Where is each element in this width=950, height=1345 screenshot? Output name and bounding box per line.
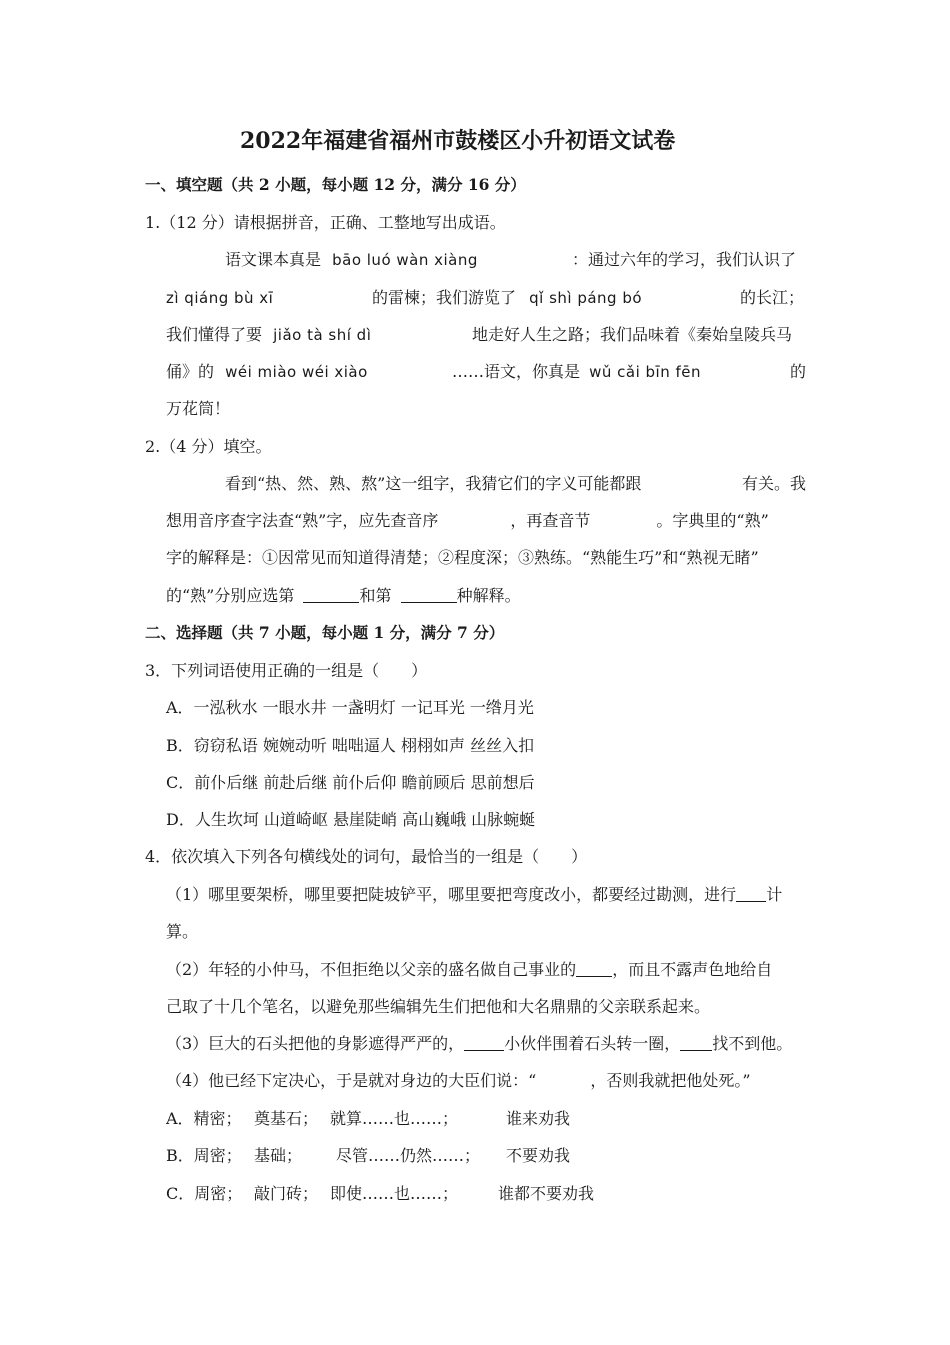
pinyin-5: wéi miào wéi xiào [225, 363, 368, 381]
q4-option-c-3: 即使……也……； [330, 1184, 459, 1203]
q1-text-2: 的雷楝；我们游览了 [372, 288, 517, 307]
q1-line-2-tail: 的长江； [740, 288, 805, 307]
q1-line-1-tail: ：通过六年的学习，我们认识了 [572, 250, 797, 269]
section-2-heading: 二、选择题（共 7 小题，每小题 1 分，满分 7 分） [145, 623, 505, 642]
q2-text-2c: 。字典里的“熟” [656, 511, 769, 530]
q4-sentence-4 [166, 1070, 751, 1092]
q4-option-c-2: 敲门砖； [254, 1184, 319, 1203]
q4-option-a-1: A．精密； [166, 1109, 242, 1128]
q1-text-3: 我们懂得了要 [166, 325, 263, 344]
q4-text-3a: （3）巨大的石头把他的身影遮得严严的， [166, 1034, 465, 1053]
answer-blank-1[interactable] [303, 586, 359, 603]
q4-text-3b: 小伙伴围着石头转一圈， [504, 1034, 681, 1053]
q1-text-1: 语文课本真是 [225, 250, 322, 269]
q4-option-c-4: 谁都不要劝我 [498, 1184, 595, 1203]
q4-option-a [166, 1108, 570, 1130]
q4-sentence-1-cont: 算。 [166, 922, 199, 941]
q3-stem: 3．下列词语使用正确的一组是（ ） [145, 661, 428, 680]
pinyin-2: zì qiáng bù xī [166, 289, 274, 307]
q4-text-2a: （2）年轻的小仲马，不但拒绝以父亲的盛名做自己事业的 [166, 960, 577, 979]
pinyin-6: wǔ cǎi bīn fēn [589, 363, 702, 381]
q4-option-c [166, 1183, 594, 1205]
q3-option-a: A．一泓秋水 一眼水井 一盏明灯 一记耳光 一绺月光 [166, 698, 534, 717]
q4-option-b [166, 1145, 570, 1167]
q4-option-a-4: 谁来劝我 [506, 1109, 571, 1128]
answer-blank-6[interactable] [680, 1034, 712, 1051]
q1-text-4: 俑》的 [166, 362, 215, 381]
q2-text-4c: 种解释。 [456, 586, 521, 605]
q4-text-2b: ，而且不露声色地给自 [612, 960, 773, 979]
pinyin-3: qǐ shì páng bó [529, 289, 643, 307]
q3-option-d: D．人生坎坷 山道崎岖 悬崖陡峭 高山巍峨 山脉蜿蜒 [166, 810, 536, 829]
q1-line-1 [225, 249, 478, 271]
q1-line-2 [166, 287, 273, 309]
answer-blank-2[interactable] [401, 586, 457, 603]
q2-stem: 2.（4 分）填空。 [145, 437, 272, 456]
pinyin-4: jiǎo tà shí dì [273, 326, 372, 344]
q2-line-1-tail: 有关。我 [742, 474, 807, 493]
pinyin-1: bāo luó wàn xiàng [332, 251, 478, 269]
q4-option-b-4: 不要劝我 [506, 1146, 571, 1165]
q2-text-2b: ，再查音节 [510, 511, 591, 530]
q4-text-3c: 找不到他。 [712, 1034, 793, 1053]
q4-sentence-2-cont: 己取了十几个笔名，以避免那些编辑先生们把他和大名鼎鼎的父亲联系起来。 [166, 997, 711, 1016]
page-title: 2022年福建省福州市鼓楼区小升初语文试卷 [240, 128, 676, 154]
q4-stem: 4．依次填入下列各句横线处的词句，最恰当的一组是（ ） [145, 847, 588, 866]
q3-option-b: B．窃窃私语 婉婉动听 咄咄逼人 栩栩如声 丝丝入扣 [166, 736, 535, 755]
q2-line-1: 看到“热、然、熟、熬”这一组字，我猜它们的字义可能都跟 [225, 474, 642, 493]
q3-option-c: C．前仆后继 前赴后继 前仆后仰 瞻前顾后 思前想后 [166, 773, 535, 792]
q4-option-b-2: 基础； [254, 1146, 303, 1165]
section-1-heading: 一、填空题（共 2 小题，每小题 12 分，满分 16 分） [145, 175, 526, 194]
q1-text-4b: ……语文，你真是 [452, 362, 581, 381]
q4-option-a-3: 就算……也……； [330, 1109, 459, 1128]
q4-option-b-3: 尽管……仍然……； [336, 1146, 481, 1165]
q4-sentence-1 [166, 884, 782, 906]
q2-line-3: 字的解释是：①因常见而知道得清楚；②程度深；③熟练。“熟能生巧”和“熟视无睹” [166, 548, 759, 567]
q4-sentence-2 [166, 959, 772, 981]
q2-line-4 [166, 585, 521, 607]
q1-line-5: 万花筒！ [166, 399, 231, 418]
q2-line-2 [166, 510, 769, 532]
q4-option-b-1: B．周密； [166, 1146, 242, 1165]
answer-blank-4[interactable] [576, 960, 612, 977]
answer-blank-3[interactable] [736, 885, 766, 902]
q1-stem: 1.（12 分）请根据拼音，正确、工整地写出成语。 [145, 213, 506, 232]
q4-text-4b: ，否则我就把他处死。” [590, 1071, 751, 1090]
q2-text-4b: 和第 [359, 586, 392, 605]
q4-text-4a: （4）他已经下定决心，于是就对身边的大臣们说：“ [166, 1071, 537, 1090]
q2-text-2a: 想用音序查字法查“熟”字，应先查音序 [166, 511, 439, 530]
q1-line-4-tail: 的 [790, 362, 807, 381]
q1-line-3 [166, 324, 371, 346]
answer-blank-5[interactable] [464, 1034, 504, 1051]
q1-line-3-tail: 地走好人生之路；我们品味着《秦始皇陵兵马 [472, 325, 793, 344]
q4-option-a-2: 奠基石； [254, 1109, 319, 1128]
q4-option-c-1: C．周密； [166, 1184, 243, 1203]
q2-text-4a: 的“熟”分别应选第 [166, 586, 295, 605]
q4-sentence-3 [166, 1033, 792, 1055]
q1-line-4-mid [452, 361, 701, 383]
q1-line-4 [166, 361, 368, 383]
q1-line-2-mid [372, 287, 642, 309]
q4-text-1a: （1）哪里要架桥，哪里要把陡坡铲平，哪里要把弯度改小，都要经过勘测，进行 [166, 885, 737, 904]
q4-text-1b: 计 [766, 885, 783, 904]
